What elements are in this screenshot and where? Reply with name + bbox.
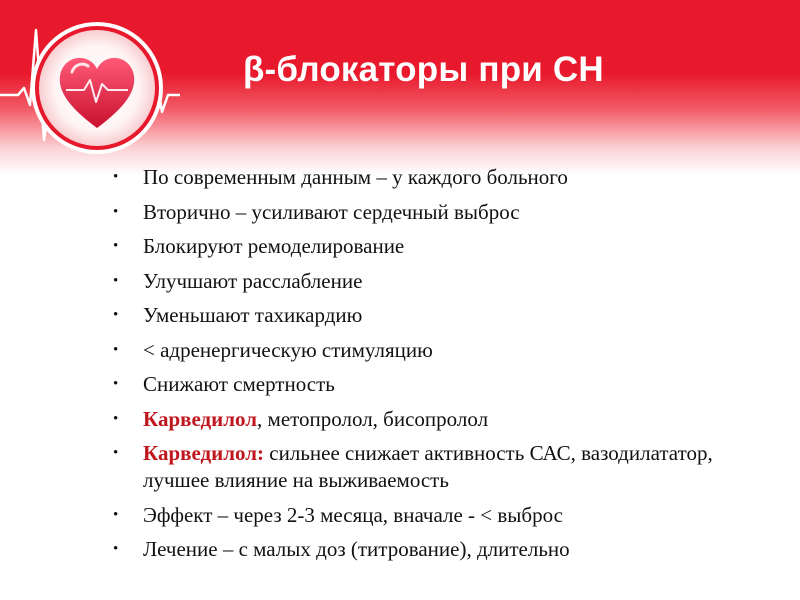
bullet-dot: • [113, 272, 119, 289]
bullet-dot: • [113, 169, 119, 185]
bullet-text: Эффект – через 2-3 месяца, вначале - < выброс [143, 502, 563, 527]
bullet-text: Снижают смертность [143, 372, 335, 396]
bullet-dot: • [113, 341, 119, 358]
bullet-item [110, 302, 780, 329]
bullet-dot: • [113, 238, 119, 254]
bullet-text: Вторично – усиливают сердечный выброс [143, 199, 520, 224]
heart-ecg-logo-icon [0, 0, 180, 175]
bullet-dot: • [113, 203, 119, 220]
bullet-item [110, 199, 780, 226]
bullet-list [110, 164, 780, 571]
bullet-dot: • [113, 307, 119, 323]
bullet-text: < адренергическую стимуляцию [143, 337, 433, 362]
bullet-dot: • [113, 376, 119, 392]
bullet-item [110, 268, 780, 295]
bullet-text: Лечение – с малых доз (титрование), длительно [143, 537, 570, 561]
bullet-item [110, 502, 780, 529]
bullet-dot: • [113, 410, 119, 427]
bullet-item [110, 406, 780, 433]
drug-highlight: Карведилол: [143, 441, 265, 465]
bullet-text: Уменьшают тахикардию [143, 303, 363, 327]
drug-highlight: Карведилол [143, 406, 258, 431]
bullet-dot: • [113, 541, 119, 557]
bullet-text: , метопролол, бисопролол [257, 406, 489, 431]
bullet-text: Улучшают расслабление [143, 268, 363, 293]
bullet-item [110, 536, 780, 563]
bullet-dot: • [113, 506, 119, 523]
bullet-dot: • [113, 445, 119, 461]
bullet-text: По современным данным – у каждого больного [143, 165, 568, 189]
bullet-item [110, 164, 780, 191]
bullet-item [110, 233, 780, 260]
bullet-item [110, 371, 780, 398]
bullet-text: сильнее снижает активность САС, вазодилататор, лучшее влияние на выживаемость [143, 441, 713, 492]
bullet-text: Блокируют ремоделирование [143, 234, 405, 258]
bullet-item [110, 337, 780, 364]
slide-title: β-блокаторы при СН [243, 50, 604, 89]
bullet-item [110, 440, 780, 494]
